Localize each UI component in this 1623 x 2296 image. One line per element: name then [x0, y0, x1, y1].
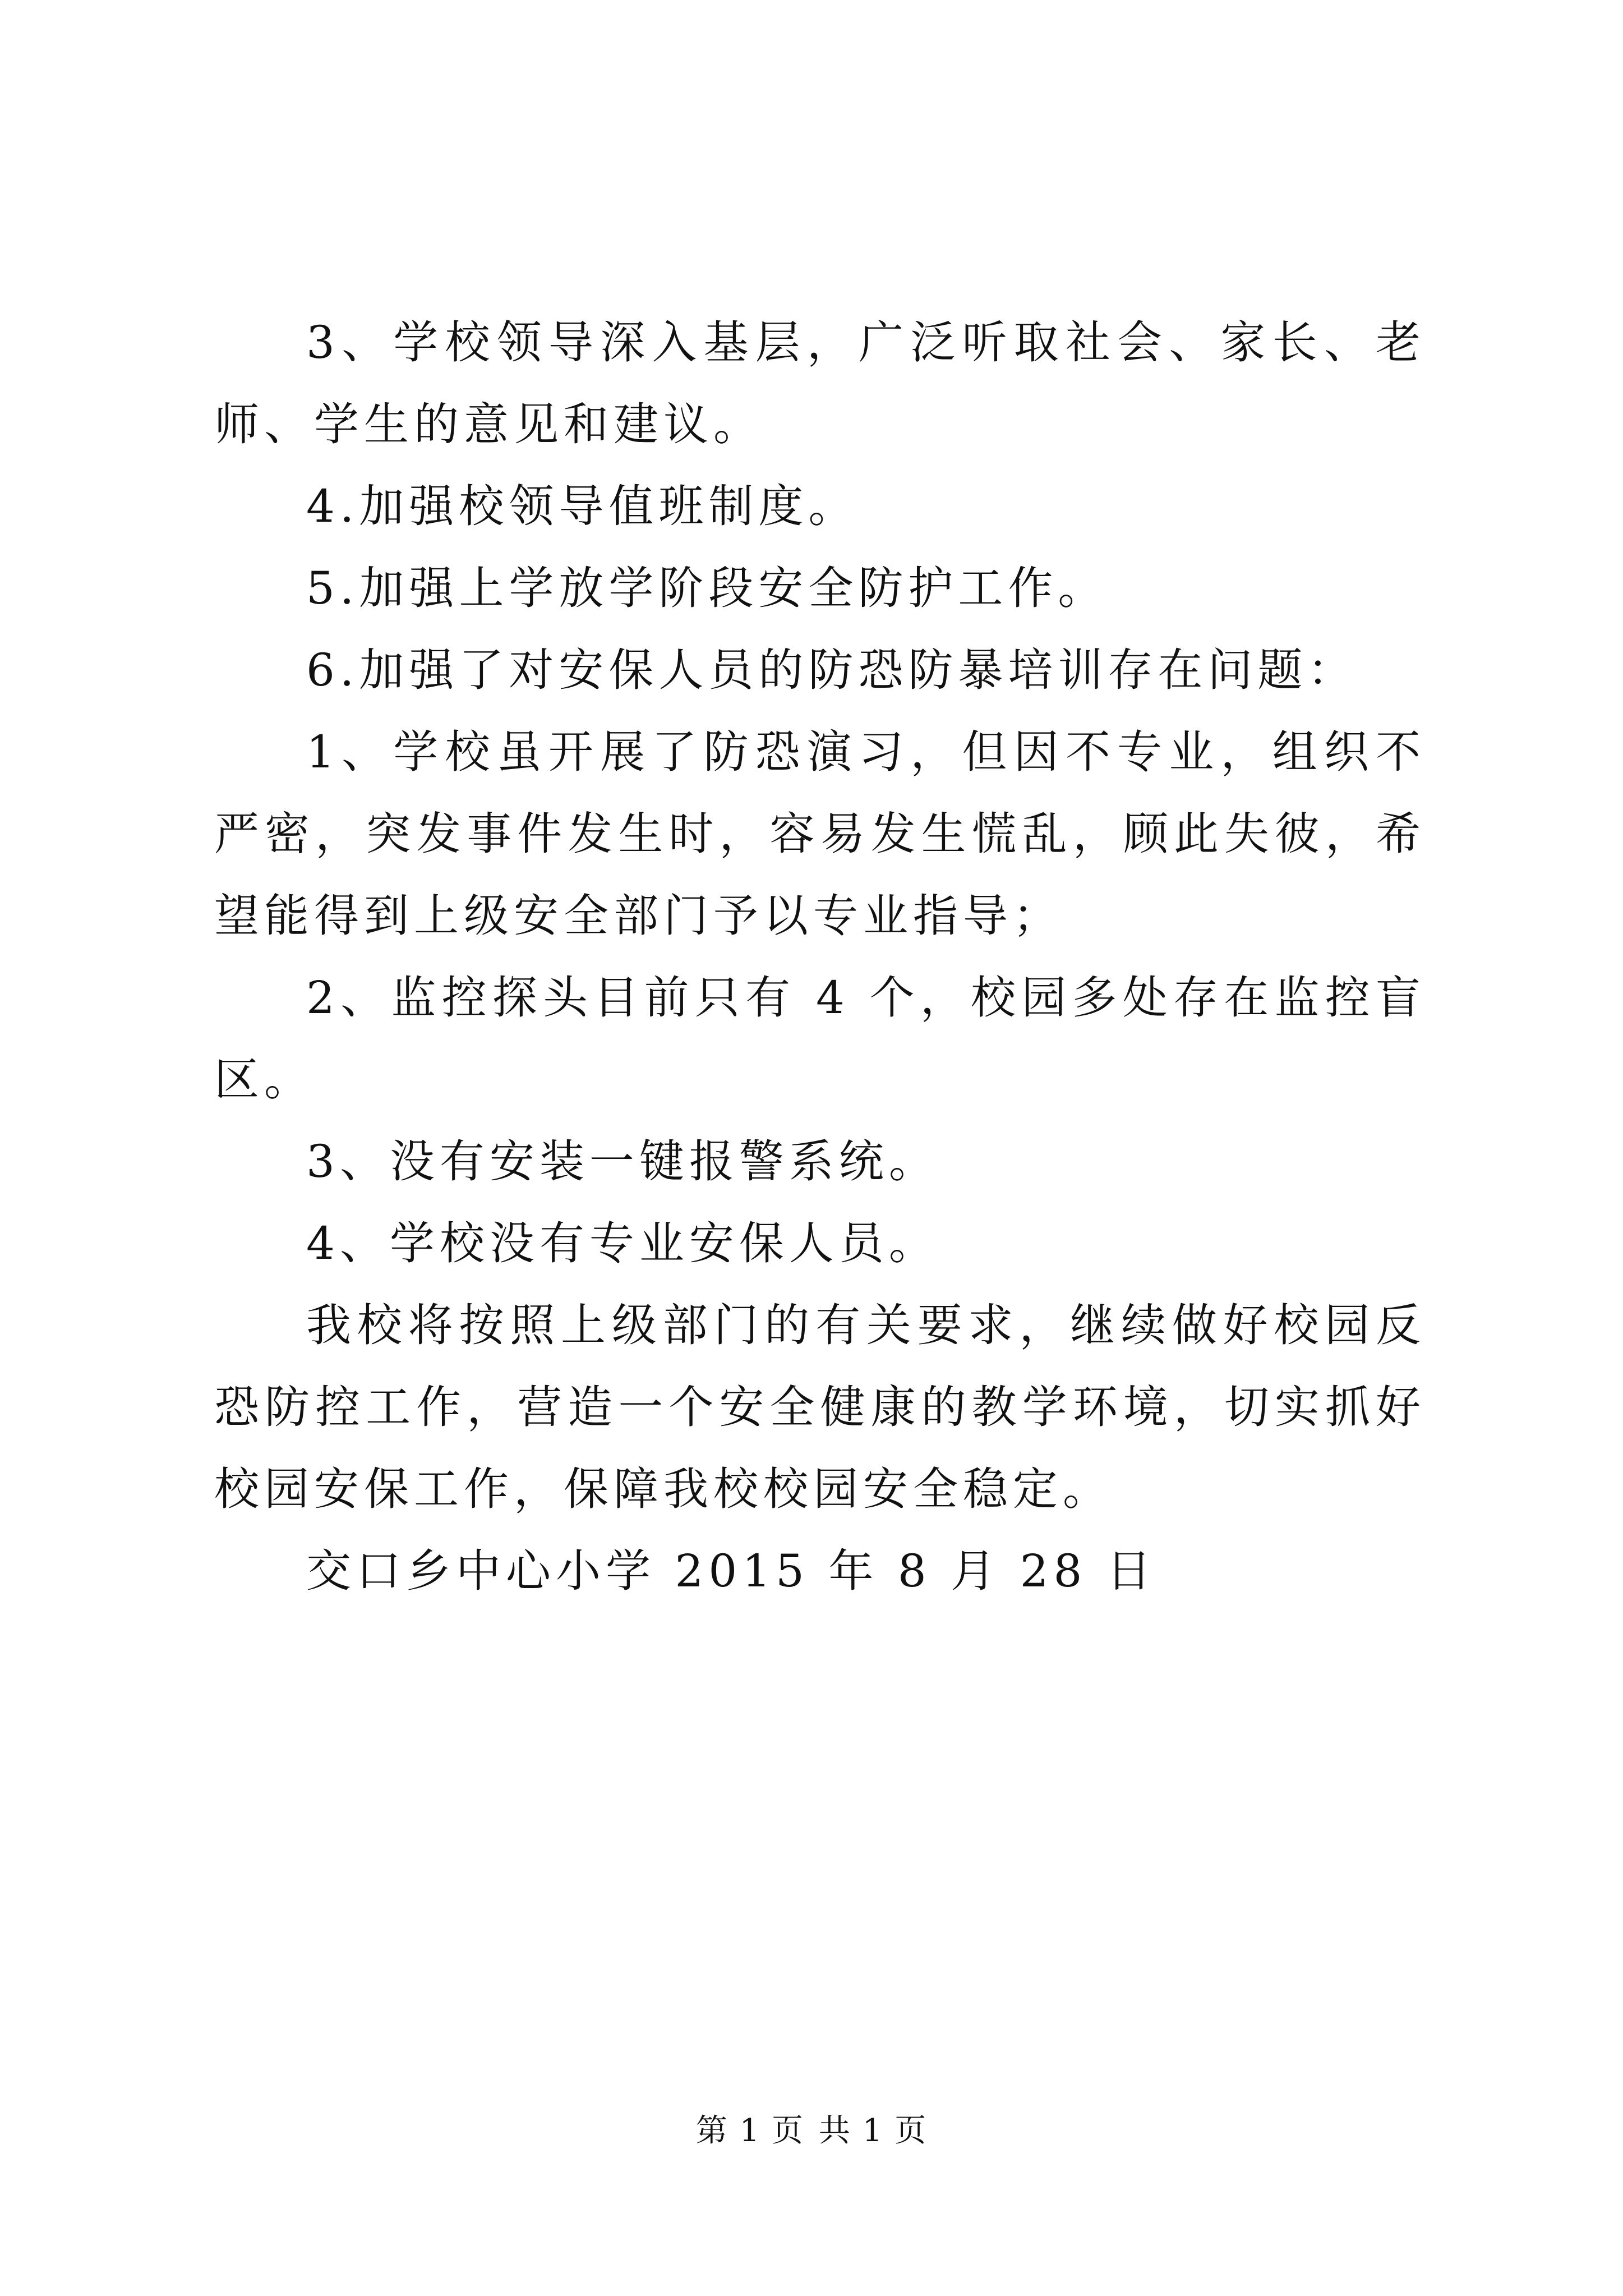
paragraph-problem-1: 1、学校虽开展了防恐演习，但因不专业，组织不严密，突发事件发生时，容易发生慌乱，顾此失彼，希望能得到上级安全部门予以专业指导；	[214, 726, 1426, 942]
paragraph-problem-3: 3、没有安装一键报警系统。	[306, 1135, 939, 1188]
paragraph-problem-2: 2、监控探头目前只有 4 个，校园多处存在监控盲区。	[214, 972, 1426, 1106]
page-number: 第 1 页	[695, 2113, 804, 2149]
signature-date: 交口乡中心小学 2015 年 8 月 28 日	[306, 1545, 1156, 1597]
page-footer	[0, 2111, 1623, 2151]
paragraph-conclusion: 我校将按照上级部门的有关要求，继续做好校园反恐防控工作，营造一个安全健康的教学环境，切实抓好校园安保工作，保障我校校园安全稳定。	[214, 1299, 1426, 1515]
paragraph-measure-5: 5.加强上学放学阶段安全防护工作。	[306, 562, 1108, 614]
paragraph-problem-4: 4、学校没有专业安保人员。	[306, 1217, 939, 1269]
page-total: 共 1 页	[819, 2113, 928, 2149]
document-body	[214, 302, 1426, 1612]
paragraph-measure-6: 6.加强了对安保人员的防恐防暴培训存在问题：	[306, 644, 1358, 696]
paragraph-measure-4: 4.加强校领导值班制度。	[306, 480, 859, 532]
paragraph-measure-3: 3、学校领导深入基层，广泛听取社会、家长、老师、学生的意见和建议。	[214, 316, 1426, 450]
